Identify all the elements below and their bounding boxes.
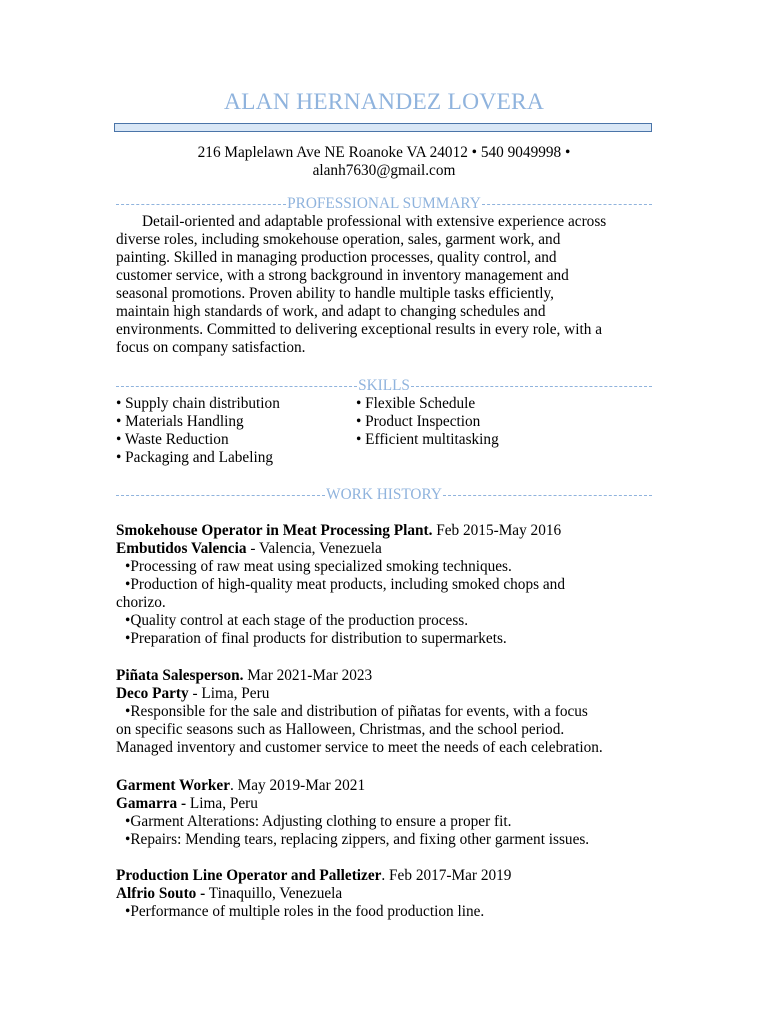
job-title: Piñata Salesperson. <box>116 667 244 684</box>
name-underline-rule <box>114 123 652 132</box>
skill-item: • Materials Handling <box>116 413 244 430</box>
job-entry <box>116 667 652 757</box>
summary-line: diverse roles, including smokehouse operation, sales, garment work, and <box>116 231 561 248</box>
job-bullet: •Performance of multiple roles in the food production line. <box>125 903 485 920</box>
job-bullet: •Preparation of final products for distribution to supermarkets. <box>125 630 507 647</box>
summary-line: focus on company satisfaction. <box>116 339 306 356</box>
job-title: Production Line Operator and Palletizer <box>116 867 382 884</box>
job-dates: Feb 2015-May 2016 <box>432 522 562 539</box>
job-company: Alfrio Souto - <box>116 885 206 902</box>
job-title: Garment Worker <box>116 777 230 794</box>
resume-name: ALAN HERNANDEZ LOVERA <box>223 89 545 115</box>
skill-item: • Flexible Schedule <box>356 395 476 412</box>
job-company: Gamarra - <box>116 795 187 812</box>
heading-dashes-left <box>116 495 325 497</box>
job-company-line <box>116 885 652 903</box>
heading-dashes-right <box>411 386 652 388</box>
professional-summary <box>116 213 652 357</box>
summary-line: Detail-oriented and adaptable professional with extensive experience across <box>142 213 607 230</box>
summary-line: seasonal promotions. Proven ability to handle multiple tasks efficiently, <box>116 285 555 302</box>
job-title-line <box>116 667 652 685</box>
work-history-heading <box>116 486 652 504</box>
job-company: Embutidos Valencia <box>116 540 247 557</box>
work-history-heading-text: WORK HISTORY <box>326 486 442 503</box>
summary-heading-text: PROFESSIONAL SUMMARY <box>287 195 481 212</box>
job-bullet: •Responsible for the sale and distribution of piñatas for events, with a focus <box>125 703 588 720</box>
job-location: - Valencia, Venezuela <box>246 540 382 557</box>
job-entry <box>116 522 652 648</box>
job-dates: . May 2019-Mar 2021 <box>230 777 366 794</box>
job-dates: . Feb 2017-Mar 2019 <box>381 867 512 884</box>
skills-list <box>116 395 652 467</box>
skill-item: • Packaging and Labeling <box>116 449 274 466</box>
job-bullet-continuation: chorizo. <box>116 594 166 611</box>
skills-column-right <box>356 395 652 467</box>
job-location: - Lima, Peru <box>188 685 270 702</box>
skill-item: • Waste Reduction <box>116 431 229 448</box>
job-bullet-continuation: on specific seasons such as Halloween, Christmas, and the school period. <box>116 721 565 738</box>
skill-item: • Efficient multitasking <box>356 431 499 448</box>
contact-email: alanh7630@gmail.com <box>312 162 456 179</box>
skills-column-left <box>116 395 356 467</box>
job-bullet: •Processing of raw meat using specialized smoking techniques. <box>125 558 512 575</box>
job-location: Lima, Peru <box>186 795 258 812</box>
skills-heading-text: SKILLS <box>358 377 410 394</box>
job-dates: Mar 2021-Mar 2023 <box>243 667 373 684</box>
contact-info <box>116 144 652 180</box>
summary-line: environments. Committed to delivering exceptional results in every role, with a <box>116 321 602 338</box>
job-company-line <box>116 540 652 558</box>
job-company-line <box>116 795 652 813</box>
heading-dashes-right <box>443 495 652 497</box>
job-bullet: •Garment Alterations: Adjusting clothing to ensure a proper fit. <box>125 813 512 830</box>
job-entry <box>116 867 652 921</box>
skill-item: • Supply chain distribution <box>116 395 280 412</box>
skill-item: • Product Inspection <box>356 413 481 430</box>
job-company-line <box>116 685 652 703</box>
job-company: Deco Party <box>116 685 189 702</box>
job-bullet: •Production of high-quality meat products, including smoked chops and <box>125 576 565 593</box>
summary-line: painting. Skilled in managing production processes, quality control, and <box>116 249 557 266</box>
contact-address-phone: 216 Maplelawn Ave NE Roanoke VA 24012 • 540 9049998 • <box>197 144 571 161</box>
job-title-line <box>116 777 652 795</box>
job-bullet: •Quality control at each stage of the production process. <box>125 612 469 629</box>
job-title-line <box>116 867 652 885</box>
summary-line: maintain high standards of work, and adapt to changing schedules and <box>116 303 546 320</box>
summary-heading <box>116 195 652 213</box>
heading-dashes-left <box>116 204 286 206</box>
heading-dashes-right <box>482 204 652 206</box>
job-bullet-continuation: Managed inventory and customer service to meet the needs of each celebration. <box>116 739 603 756</box>
heading-dashes-left <box>116 386 357 388</box>
job-title: Smokehouse Operator in Meat Processing Plant. <box>116 522 433 539</box>
job-entry <box>116 777 652 849</box>
summary-line: customer service, with a strong background in inventory management and <box>116 267 569 284</box>
job-bullet: •Repairs: Mending tears, replacing zippers, and fixing other garment issues. <box>125 831 590 848</box>
job-location: Tinaquillo, Venezuela <box>205 885 343 902</box>
job-title-line <box>116 522 652 540</box>
skills-heading <box>116 377 652 395</box>
